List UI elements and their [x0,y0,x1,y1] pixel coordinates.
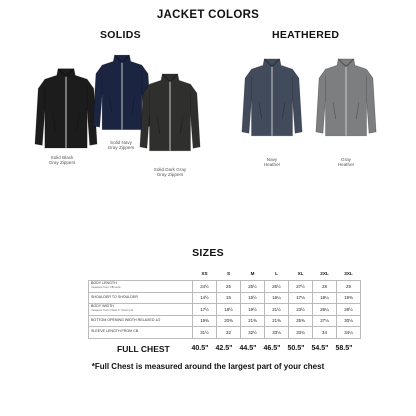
table-cell: 26¼ [313,304,337,316]
table-cell: 28 [313,281,337,293]
table-cell: 19⅜ [193,315,217,327]
table-header-row [89,266,361,281]
table-cell: 32½ [241,327,265,339]
row-label [89,315,193,327]
table-cell: 23½ [289,304,313,316]
caption-navy-heather: Navy Heather [263,157,281,168]
row-label [89,281,193,293]
table-cell: 19½ [241,304,265,316]
table-cell: 27⅛ [313,315,337,327]
table-cell: 28½ [337,304,361,316]
page-title: JACKET COLORS [156,9,260,21]
table-cell: 21½ [265,304,289,316]
row-label [89,327,193,339]
table-cell: 33¾ [289,327,313,339]
full-chest-label: FULL CHEST [117,344,170,354]
solids-heading: SOLIDS [100,29,141,41]
table-cell: 25½ [241,281,265,293]
full-chest-value: 54.5" [311,345,329,352]
table-cell: 31½ [193,327,217,339]
heathered-heading: HEATHERED [272,29,340,41]
size-chart-table [88,266,361,339]
row-label-text: SLEEVE LENGTH FROM CB [91,329,139,334]
table-cell: 26½ [265,281,289,293]
table-row [89,327,361,339]
row-label [89,304,193,316]
caption-solid-dark-gray: Solid Dark Gray Gray Zippers [153,167,187,178]
full-chest-value: 44.5" [239,345,257,352]
table-cell: 15½ [241,292,265,304]
sizes-title: SIZES [192,247,224,259]
table-cell: 29 [337,281,361,293]
table-cell: 18½ [217,304,241,316]
table-cell: 25⅜ [289,315,313,327]
column-header: L [265,266,289,281]
table-row [89,315,361,327]
table-cell: 34 [313,327,337,339]
full-chest-value: 42.5" [215,345,233,352]
column-header: XS [193,266,217,281]
table-cell: 14½ [193,292,217,304]
table-cell: 27½ [289,281,313,293]
row-label-text: BOTTOM OPENING WIDTH RELAXED 1/2 [91,317,161,322]
table-cell: 24½ [193,281,217,293]
column-header: M [241,266,265,281]
column-header: S [217,266,241,281]
jacket-gray-heather [314,54,378,142]
jacket-navy-heather [240,54,304,142]
table-cell: 16¼ [265,292,289,304]
table-cell: 17⅛ [289,292,313,304]
full-chest-value: 46.5" [263,345,281,352]
table-cell: 21⅜ [265,315,289,327]
full-chest-value: 40.5" [191,345,209,352]
row-label-text: BODY LENGTH [91,281,117,286]
row-label-note: measure from CB neck [91,285,121,290]
table-row [89,304,361,316]
jacket-solid-black [33,64,99,154]
table-row [89,281,361,293]
table-cell: 18¼ [313,292,337,304]
row-label-text: BODY WIDTH [91,304,114,309]
full-chest-value: 58.5" [335,345,353,352]
table-cell: 32 [217,327,241,339]
table-cell: 15 [217,292,241,304]
row-label-text: SHOULDER TO SHOULDER [91,294,138,299]
caption-solid-black: Solid Black Gray Zippers [48,155,76,166]
row-label-note: measure from Chest 1" down 1/2 [91,308,134,313]
table-cell: 33⅛ [265,327,289,339]
table-cell: 25 [217,281,241,293]
row-label [89,292,193,304]
full-chest-note: *Full Chest is measured around the largest part of your chest [91,362,325,371]
table-cell: 34¼ [337,327,361,339]
table-cell: 17½ [193,304,217,316]
table-cell: 19⅜ [337,292,361,304]
table-cell: 21⅜ [241,315,265,327]
column-header: 2XL [313,266,337,281]
table-row [89,292,361,304]
table-cell: 30⅛ [337,315,361,327]
table-cell: 20⅜ [217,315,241,327]
full-chest-value: 50.5" [287,345,305,352]
column-header: XL [289,266,313,281]
caption-gray-heather: Gray Heather [337,157,355,168]
table-header-blank [89,266,193,281]
column-header: 3XL [337,266,361,281]
caption-solid-navy: Solid Navy Gray Zippers [107,140,135,151]
